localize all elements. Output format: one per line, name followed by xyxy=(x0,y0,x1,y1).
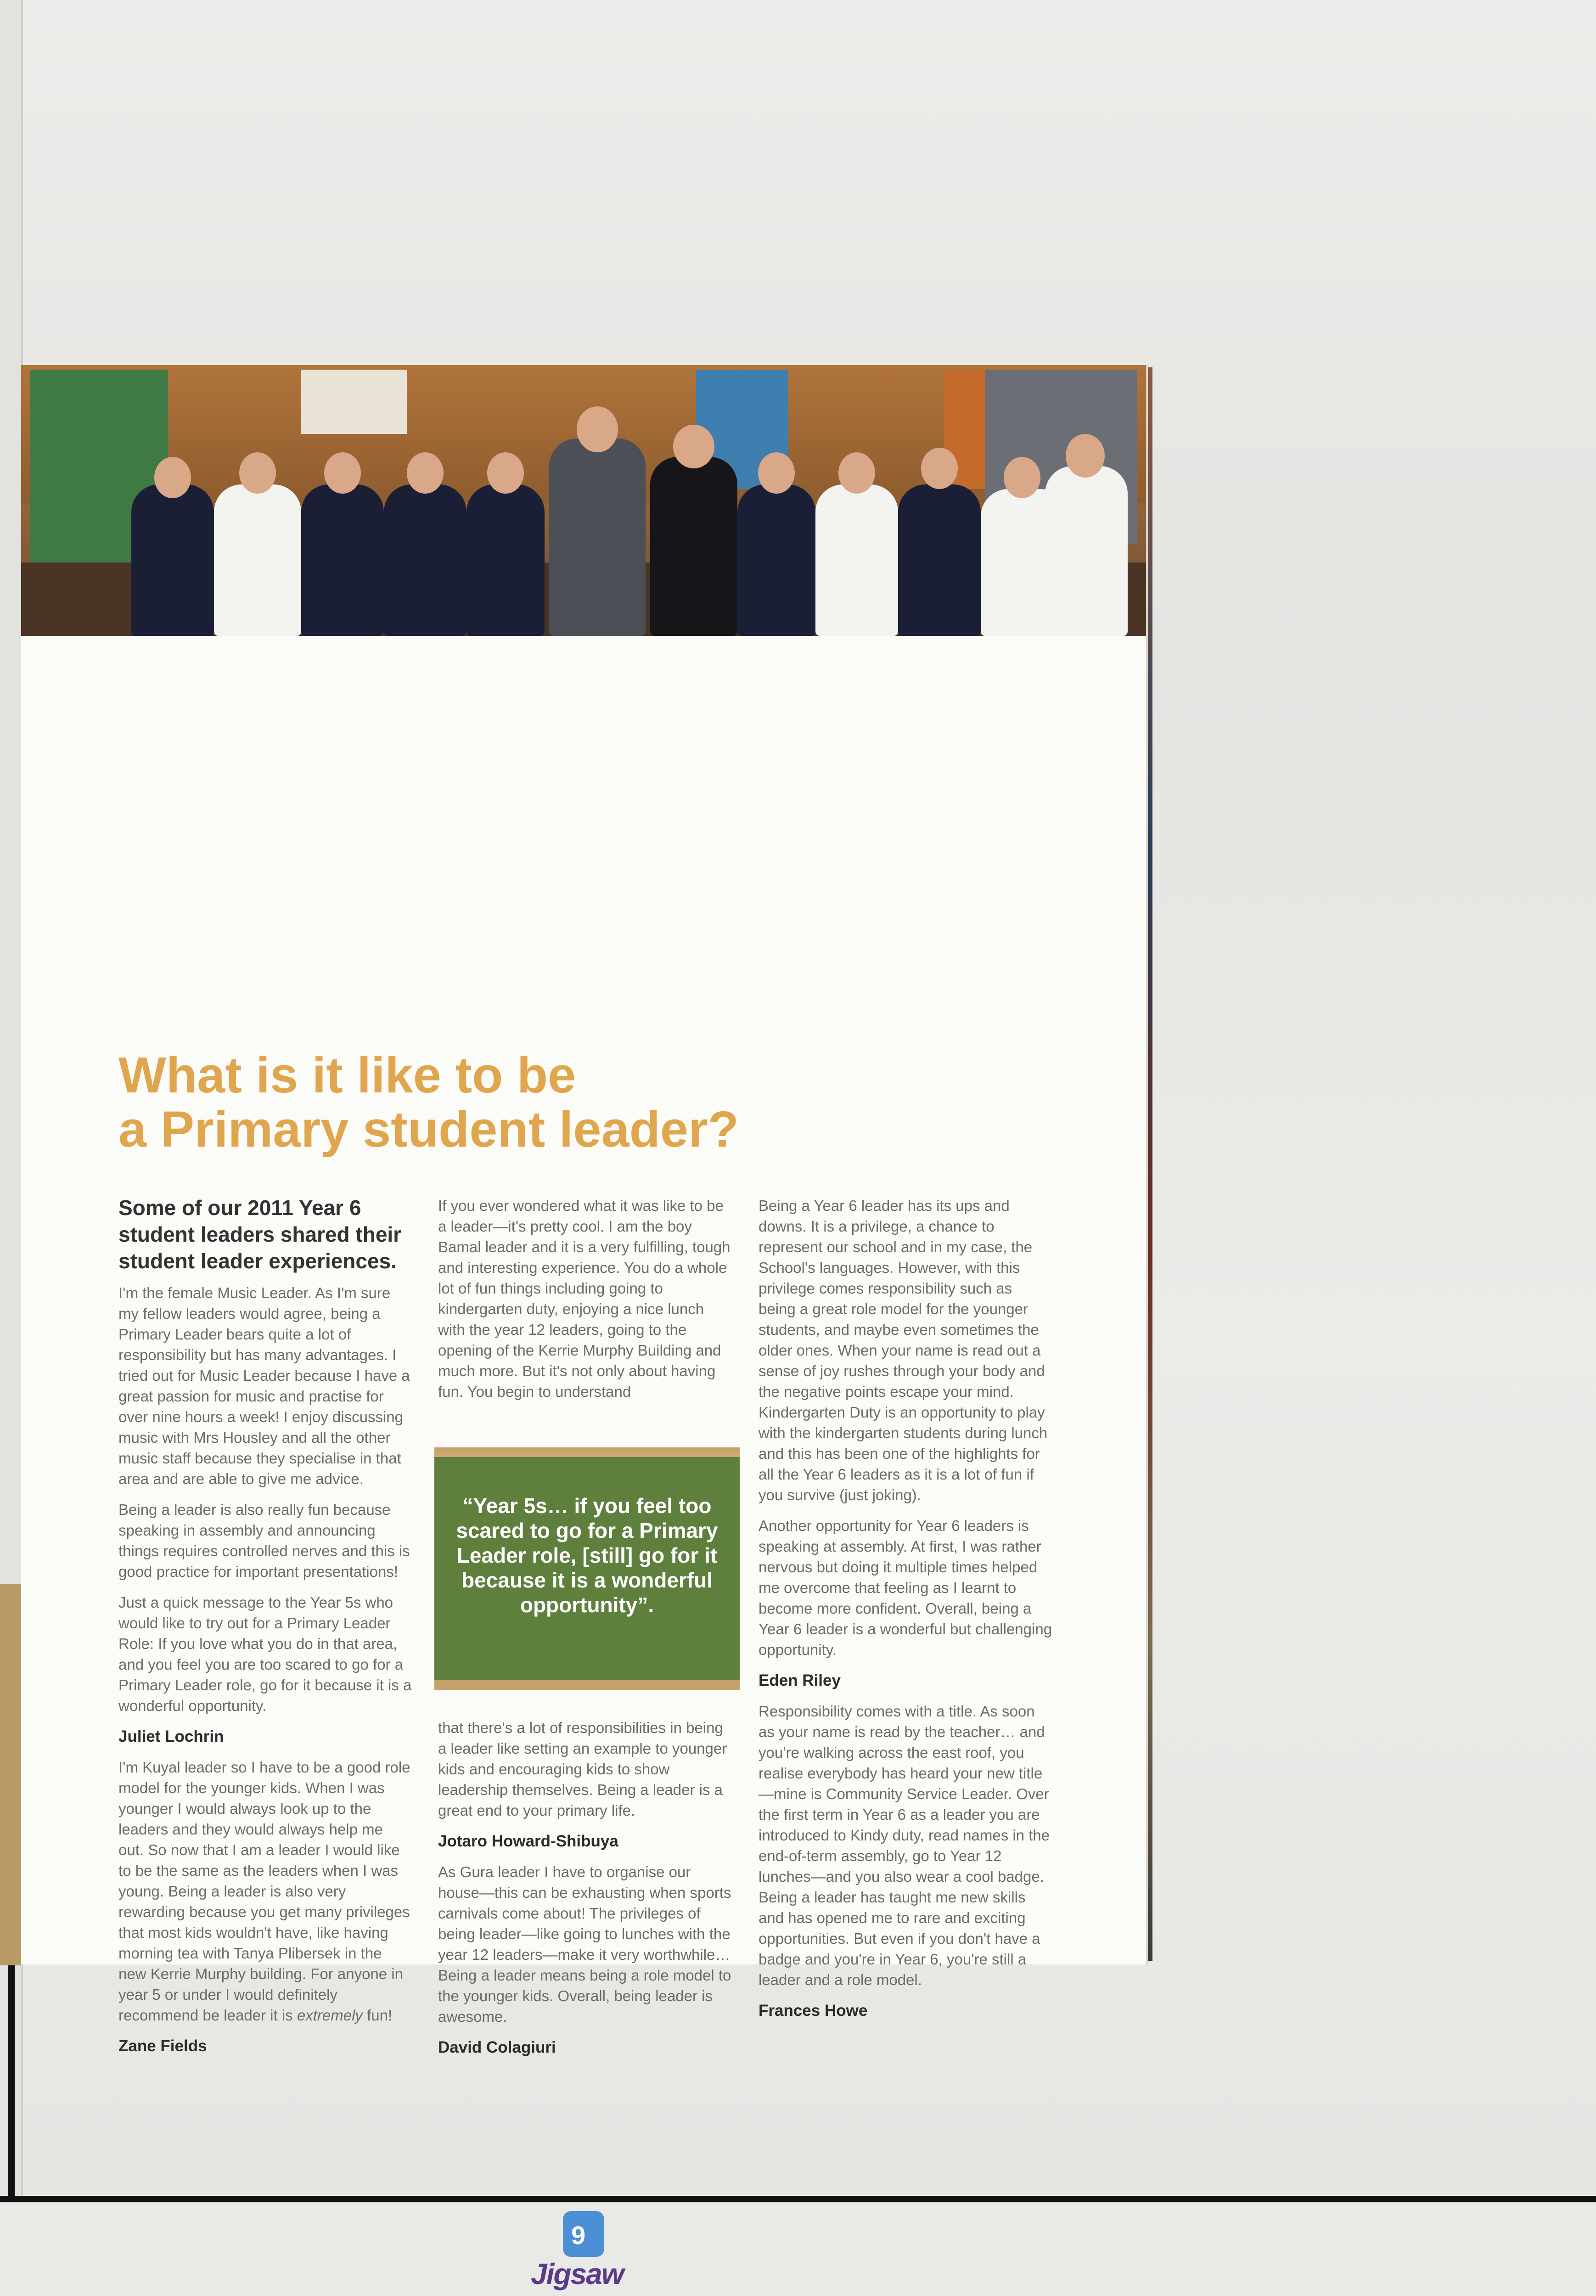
column-2 xyxy=(438,1195,732,1412)
david-paragraph: As Gura leader I have to organise our house—this can be exhausting when sports carnivals come about! The privileges of being leader—like going to lunches with the year 12 leaders—make it very worthwhile… Being a leader means being a role model to the younger kids. Overall, being leader is awesome. xyxy=(438,1863,731,2025)
page-stack-edge xyxy=(1146,367,1152,1961)
magazine-page xyxy=(21,365,1146,2290)
binding-black-strip xyxy=(8,1965,15,2202)
jotaro-paragraph-1: If you ever wondered what it was like to be a leader—it's pretty cool. I am the boy Bamal leader and it is a very fulfilling, tough and interesting experience. You do a whole lot of fun things including going to kindergarten duty, enjoying a nice lunch with the year 12 leaders, going to the opening of the Kerrie Murphy Building and much more. But it's not only about having fun. You begin to understand xyxy=(438,1197,731,1400)
group-photo xyxy=(21,365,1146,636)
juliet-paragraph-1: I'm the female Music Leader. As I'm sure my fellow leaders would agree, being a Primary Leader bears quite a lot of responsibility but has many advantages. I tried out for Music Leader because I have a great passion for music and practise for over nine hours a week! I enjoy discussing music with Mrs Housley and all the other music staff because they specialise in that area and are able to give me advice. xyxy=(118,1284,410,1487)
signature-jotaro-howard-shibuya: Jotaro Howard-Shibuya xyxy=(438,1832,618,1850)
signature-juliet-lochrin: Juliet Lochrin xyxy=(118,1728,224,1745)
column-2-continued xyxy=(438,1717,732,2068)
signature-david-colagiuri: David Colagiuri xyxy=(438,2038,556,2056)
zane-paragraph: I'm Kuyal leader so I have to be a good role model for the younger kids. When I was younger I would always look up to the leaders and they would always help me out. So now that I am a leader I would like to be the same as the leaders when I was young. Being a leader is also very rewarding because you get many privileges that most kids wouldn't have, like having morning tea with Tanya Plibersek in the new Kerrie Murphy building. For anyone in year 5 or under I would definitely recommend be leader it is extremely fun! xyxy=(118,1759,410,2024)
signature-eden-riley: Eden Riley xyxy=(759,1671,841,1689)
frances-paragraph: Responsibility comes with a title. As soon as your name is read by the teacher… and you're walking across the east roof, you realise everybody has heard your new title—mine is Community Service Leader. Over the first term in Year 6 as a leader you are introduced to Kindy duty, read names in the end-of-term assembly, go to Year 12 lunches—and you also wear a cool badge. Being a leader has taught me new skills and has opened me to rare and exciting opportunities. But even if you don't have a badge and you're in Year 6, you're still a leader and a role model. xyxy=(759,1703,1050,1988)
page-number: 9 xyxy=(571,2221,586,2250)
article-title xyxy=(118,1048,899,1157)
jigsaw-logo xyxy=(531,2211,636,2296)
title-line-2: a Primary student leader? xyxy=(118,1101,739,1158)
eden-paragraph-2: Another opportunity for Year 6 leaders is speaking at assembly. At first, I was rather nervous but doing it multiple times helped me overcome that feeling as I learnt to become more confident. Overall, being a Year 6 leader is a wonderful but challenging opportunity. xyxy=(759,1517,1052,1658)
eden-paragraph-1: Being a Year 6 leader has its ups and downs. It is a privilege, a chance to represent our school and in my case, the School's languages. However, with this privilege comes responsibility such as being a great role model for the younger students, and maybe even sometimes the older ones. When your name is read out a sense of joy rushes through your body and the negative points escape your mind. Kindergarten Duty is an opportunity to play with the kindergarten students during lunch and this has been one of the highlights for all the Year 6 leaders as it is a lot of fun if you survive (just joking). xyxy=(759,1197,1048,1503)
logo-wordmark: Jigsaw xyxy=(531,2257,624,2290)
title-line-1: What is it like to be xyxy=(118,1047,576,1103)
binding-tan-strip xyxy=(0,1584,21,1965)
pull-quote: “Year 5s… if you feel too scared to go for a Primary Leader role, [still] go for it because it is a wonderful opportunity”. xyxy=(434,1447,740,1690)
scan-bottom-edge xyxy=(0,2196,1596,2202)
juliet-paragraph-2: Being a leader is also really fun because speaking in assembly and announcing things requires controlled nerves and this is good practice for important presentations! xyxy=(118,1501,410,1580)
column-3 xyxy=(759,1195,1052,2031)
jotaro-paragraph-2: that there's a lot of responsibilities in being a leader like setting an example to younger kids and encouraging kids to show leadership themselves. Being a leader is a great end to your primary life. xyxy=(438,1719,727,1819)
article-intro: Some of our 2011 Year 6 student leaders shared their student leader experiences. xyxy=(118,1196,402,1273)
signature-frances-howe: Frances Howe xyxy=(759,2002,868,2020)
juliet-paragraph-3: Just a quick message to the Year 5s who would like to try out for a Primary Leader Role: If you love what you do in that area, and you feel you are too scared to go for a Primary Leader role, go for it because it is a wonderful opportunity. xyxy=(118,1594,412,1714)
signature-zane-fields: Zane Fields xyxy=(118,2037,207,2055)
column-1 xyxy=(118,1283,412,2066)
